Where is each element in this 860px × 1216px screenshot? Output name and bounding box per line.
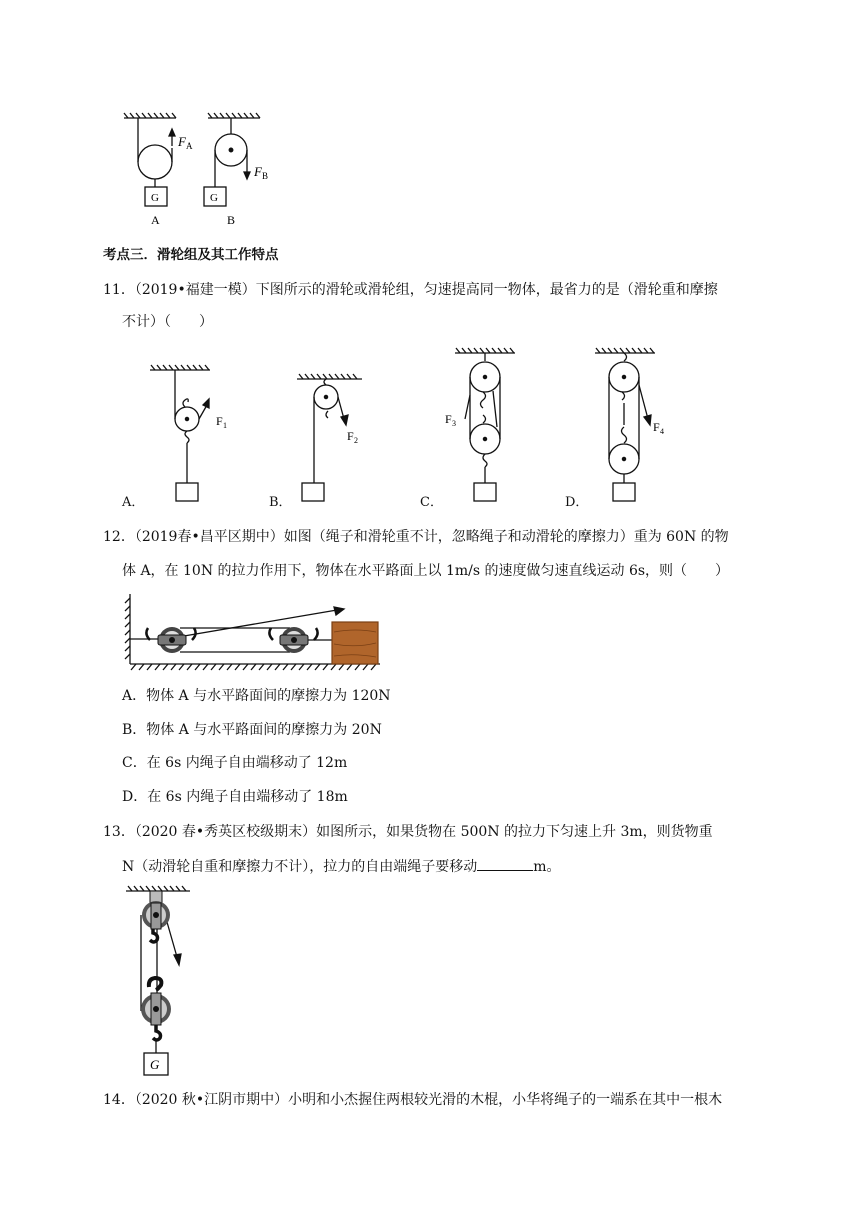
q12-stem-line2: 体 A，在 10N 的拉力作用下，物体在水平路面上以 1m/s 的速度做匀速直线运动 6s，则（ ） xyxy=(122,563,730,579)
pulley-a xyxy=(124,113,176,206)
q13-pulley-movable xyxy=(141,978,171,1053)
q12-pulley-fixed xyxy=(146,627,195,653)
pulley-figure-ab xyxy=(120,110,290,230)
q12-stem-line1: 12．（2019春•昌平区期中）如图（绳子和滑轮重不计，忽略绳子和动滑轮的摩擦力）重为 60N 的物 xyxy=(103,529,729,545)
q13-answer-blank[interactable] xyxy=(477,856,533,871)
q11-option-b: B． xyxy=(269,495,292,510)
q13-pulley-fixed xyxy=(142,891,170,942)
q13-stem-line2 xyxy=(122,856,561,877)
q13-stem-line1: 13．（2020 春•秀英区校级期末）如图所示，如果货物在 500N 的拉力下匀速上升 3m，则货物重 xyxy=(103,824,713,840)
label-g-a: G xyxy=(151,192,159,204)
q11-pulley-c xyxy=(455,348,515,501)
label-g-b: G xyxy=(210,192,218,204)
q12-choice-b: B．物体 A 与水平路面间的摩擦力为 20N xyxy=(122,722,382,738)
q11-figure xyxy=(115,345,675,515)
q11-option-d: D． xyxy=(565,495,589,510)
q11-option-a: A． xyxy=(122,495,145,510)
label-fa-sub: A xyxy=(186,141,193,151)
q13-figure xyxy=(120,885,200,1095)
label-fb-sub: B xyxy=(262,171,269,181)
q11-pulley-d xyxy=(595,348,655,501)
section-title: 考点三．滑轮组及其工作特点 xyxy=(103,247,279,263)
q11-stem-line1: 11．（2019•福建一模）下图所示的滑轮或滑轮组，匀速提高同一物体，最省力的是（滑轮重和摩擦 xyxy=(103,282,718,298)
q11-force-2-sub: 2 xyxy=(354,436,358,445)
q11-force-3-sub: 3 xyxy=(452,419,456,428)
label-a: A xyxy=(151,213,160,227)
q12-choice-a: A．物体 A 与水平路面间的摩擦力为 120N xyxy=(122,688,391,704)
q11-stem-line2: 不计）（ ） xyxy=(122,314,213,330)
q11-force-4-sub: 4 xyxy=(660,427,664,436)
q11-force-1-sub: 1 xyxy=(223,421,227,430)
label-b: B xyxy=(227,213,236,227)
label-fb: F xyxy=(254,164,262,179)
q12-block-a xyxy=(332,622,378,664)
q13-weight-label: G xyxy=(150,1057,160,1072)
q11-force-4: F xyxy=(653,420,660,434)
q11-force-2: F xyxy=(347,429,354,443)
q12-figure xyxy=(122,590,387,672)
q14-stem-line1: 14．（2020 秋•江阴市期中）小明和小杰握住两根较光滑的木棍，小华将绳子的一端系在其中一根木 xyxy=(103,1092,723,1108)
q11-force-1: F xyxy=(216,414,223,428)
q11-force-3: F xyxy=(445,412,452,426)
q11-option-c: C． xyxy=(420,495,443,510)
q12-choice-c: C．在 6s 内绳子自由端移动了 12m xyxy=(122,755,348,771)
q12-choice-d: D．在 6s 内绳子自由端移动了 18m xyxy=(122,789,348,805)
label-fa: F xyxy=(178,134,186,149)
q11-pulley-a xyxy=(150,365,210,501)
q13-stem-line2-pre: N（动滑轮自重和摩擦力不计），拉力的自由端绳子要移动 xyxy=(122,859,478,875)
q13-stem-line2-post: m。 xyxy=(533,859,561,875)
